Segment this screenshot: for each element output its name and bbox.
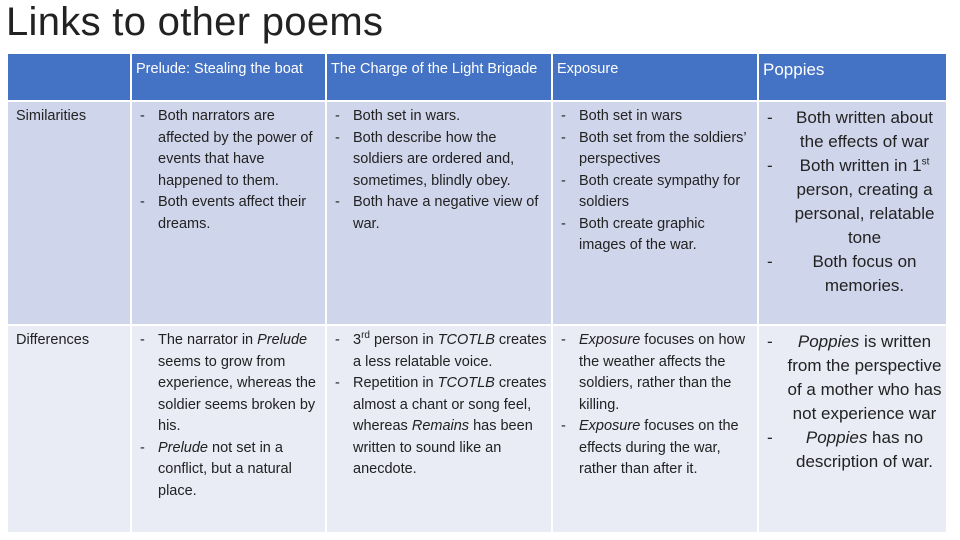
cell-similarities-charge — [326, 101, 552, 325]
list-item: - 3rd person in TCOTLB creates a less relatable voice. — [331, 330, 547, 373]
cell-similarities-exposure — [552, 101, 758, 325]
list-item: - Both written in 1st person, creating a personal, relatable tone — [763, 154, 942, 250]
cell-differences-poppies — [758, 325, 947, 533]
list-item: - Both set in wars. — [331, 106, 547, 128]
list-item: - Both set from the soldiers’ perspectives — [557, 128, 753, 171]
list-item: - Poppies is written from the perspective of a mother who has not experience war — [763, 330, 942, 426]
list-item: - Exposure focuses on the effects during the war, rather than after it. — [557, 416, 753, 481]
list-item: - Repetition in TCOTLB creates almost a chant or song feel, whereas Remains has been written to sound like an anecdote. — [331, 373, 547, 481]
cell-similarities-prelude — [131, 101, 326, 325]
header-poppies: Poppies — [758, 53, 947, 101]
list-item: - The narrator in Prelude seems to grow from experience, whereas the soldier seems broken by his. — [136, 330, 321, 438]
list-item: - Both focus on memories. — [763, 250, 942, 298]
header-empty-cell — [7, 53, 131, 101]
cell-differences-exposure — [552, 325, 758, 533]
comparison-table — [6, 52, 948, 534]
row-label-differences: Differences — [7, 325, 131, 533]
cell-differences-prelude — [131, 325, 326, 533]
list-item: - Both create sympathy for soldiers — [557, 171, 753, 214]
list-item: - Both set in wars — [557, 106, 753, 128]
header-prelude: Prelude: Stealing the boat — [131, 53, 326, 101]
list-item: - Both have a negative view of war. — [331, 192, 547, 235]
list-item: - Both written about the effects of war — [763, 106, 942, 154]
cell-similarities-poppies — [758, 101, 947, 325]
list-item: - Exposure focuses on how the weather affects the soldiers, rather than the killing. — [557, 330, 753, 416]
row-label-similarities: Similarities — [7, 101, 131, 325]
header-charge-light-brigade: The Charge of the Light Brigade — [326, 53, 552, 101]
list-item: - Both events affect their dreams. — [136, 192, 321, 235]
list-item: - Poppies has no description of war. — [763, 426, 942, 474]
header-row — [7, 53, 947, 101]
header-exposure: Exposure — [552, 53, 758, 101]
list-item: - Prelude not set in a conflict, but a natural place. — [136, 438, 321, 503]
list-item: - Both narrators are affected by the power of events that have happened to them. — [136, 106, 321, 192]
cell-differences-charge — [326, 325, 552, 533]
list-item: - Both create graphic images of the war. — [557, 214, 753, 257]
table-row — [7, 325, 947, 533]
list-item: - Both describe how the soldiers are ordered and, sometimes, blindly obey. — [331, 128, 547, 193]
slide-title: Links to other poems — [6, 0, 384, 44]
table-row — [7, 101, 947, 325]
